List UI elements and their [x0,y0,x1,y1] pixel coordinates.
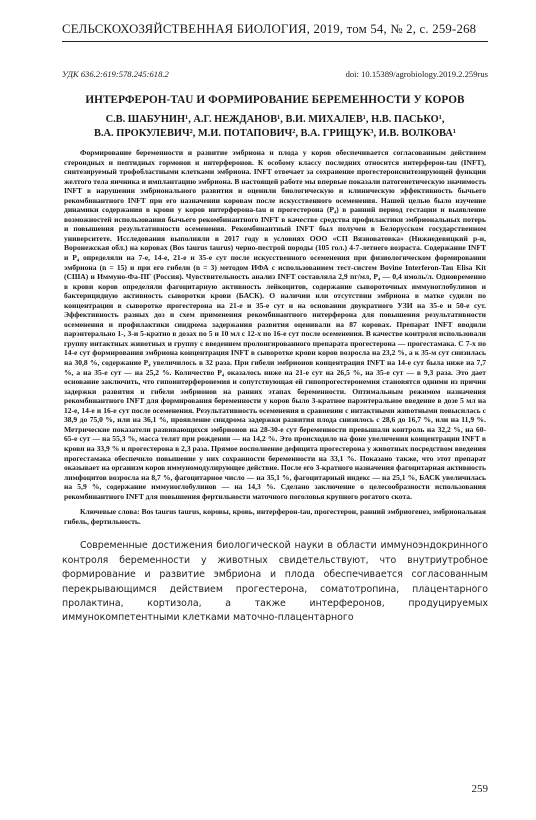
udk-code: УДК 636.2:619:578.245:618.2 [62,69,169,79]
page-number: 259 [471,783,488,795]
authors-line: С.В. ШАБУНИН¹, А.Г. НЕЖДАНОВ¹, В.И. МИХАЛЕВ¹, Н.В. ПАСЬКО¹, [105,114,445,125]
doi[interactable]: doi: 10.15389/agrobiology.2019.2.259rus [345,69,488,79]
keywords [64,507,486,526]
article-meta [62,69,488,81]
article-title: ИНТЕРФЕРОН-TAU И ФОРМИРОВАНИЕ БЕРЕМЕННОСТИ У КОРОВ [85,94,465,106]
running-head: СЕЛЬСКОХОЗЯЙСТВЕННАЯ БИОЛОГИЯ, 2019, том 54, № 2, с. 259-268 [62,22,488,42]
body-paragraph: Современные достижения биологической науки в области иммуноэндокринного контроля беременности у животных свидетельствуют, что внутриутробное формирование и развитие эмбриона и плода обеспечивается согласованным перекрывающимся действием прогестерона, соматотропина, плацентарного пролактина, кортизола, а также интерферонов, продуцируемых иммунокомпетентными клетками маточно-плацентарного [62,540,488,624]
author-list [62,113,488,141]
keywords-label: Ключевые слова: [80,507,140,517]
authors-line: В.А. ПРОКУЛЕВИЧ², М.И. ПОТАПОВИЧ², В.А. ГРИЩУК³, И.В. ВОЛКОВА¹ [94,128,456,139]
journal-page [62,22,488,795]
abstract: Формирование беременности и развитие эмбриона и плода у коров обеспечивается согласованным действием стероидных и пептидных гормонов и интерферонов. К особому классу последних относится интерферон-tau (INFT), синтезируемый трофобластными клетками эмбриона. INFT отвечает за сохранение прогестеронсинтезирующей функции желтого тела яичника и имплантацию эмбриона. В настоящей работе мы впервые показали патогенетическую значимость INFT в нарушении эмбрионального развития и оценили биологическую и клиническую эффективность бычьего рекомбинантного INFT при его назначении коровам после искусственного осеменения. Нашей целью было изучение динамики содержания в крови у коров интерферона-tau и прогестерона (P₄) в ранний период гестации и выявление возможностей использования бычьего рекомбинантного INFT в качестве средства профилактики эмбриональных потерь и повышения результативности осеменения. Рекомбинантный INFT был получен в Белорусском государственном университете. Исследования выполняли в 2017 году в условиях ООО «СП Вязноватовка» (Нижнедевицкий р-н, Воронежская обл.) на коровах (Bos taurus taurus) черно-пестрой породы (105 гол.) 4-7-летнего возраста. Содержание INFT и P₄ определяли на 7-е, 14-е, 21-е и 35-е сут после искусственного осеменения при физиологическом формировании эмбриона (n = 15) и при его гибели (n = 3) методом ИФА с использованием тест-систем Bovine Interferon-Tau Elisa Kit (США) и Иммуно-Фа-ПГ (Россия). Чувствительность анализ INFT составляла 2,9 пг/мл, P₄ — 0,4 нмоль/л. Одновременно в крови коров определяли фагоцитарную активность лейкоцитов, содержание сывороточных иммуноглобулинов и бактерицидную активность сыворотки крови (БАСК). О наличии или отсутствии эмбриона в матке судили по концентрации в сыворотке прогестерона на 21-е и 35-е сут и на основании двукратного УЗИ на 35-е и 50-е сут. Эффективность разных доз и схем применения рекомбинантного интерферона для повышения результативности осеменения и профилактики синдрома задержания развития оценивали на 87 коровах. Препарат INFT вводили парэнтерально 1-, 3-и 5-кратно в дозах по 5 и 10 мл с 12-х по 16-е сут после осеменения. В качестве контроля использовали группу интактных животных и группу с введением пролонгированного препарата прогестерона — прогестамака. С 7-х по 14-е сут формирования эмбриона концентрация INFT в сыворотке крови коров возросла на 23,2 %, а к 35-м сут снизилась на 30,8 %, содержание P₄ увеличилось в 32 раза. При гибели эмбрионов концентрация INFT на 14-е сут была ниже на 7,7 %, а на 35-е сут — на 25,2 %. Количество P₄ оказалось ниже на 21-е сут на 26,5 %, на 35-е сут — в 9,3 раза. Это дает основание заключить, что гипоинтерферонемия и сопутствующая ей гипопрогестеронемия становятся одними из причин задержки развития и гибели эмбрионов на ранних этапах беременности. Оптимальным режимом назначения рекомбинантного INFT для формирования беременности у коров было 3-кратное парэнтеральное введение в дозе 5 мл на 12-е, 14-е и 16-е сут после осеменения. Результативность осеменения в сравнении с интактными животными повысилась с 38,9 до 75,0 %, или на 36,1 %, проявление синдрома задержки развития плода снизилось с 28,6 до 16,7 %, или на 11,9 %. Метрические показатели развивающихся эмбрионов на 28-30-е сут беременности превышали контроль на 32,2 %, на 60-65-е сут — на 55,3 %, масса телят при рождении — на 14,2 %. Это происходило на фоне увеличения концентрации INFT в крови на 33,9 % и прогестерона в 2,3 раза. Прямое восполнение дефицита прогестерона у животных посредством введения прогестамака обеспечило повышение у них сохранности беременности на 33,1 %. Показано также, что этот препарат оказывает на организм коров иммуномодулирующее действие. После его 3-кратного назначения фагоцитарная активность лимфоцитов возросла на 8,7 %, фагоцитарное число — на 35,1 %, фагоцитарный индекс — на 25,1 %, БАСК увеличилась на 5,9 %, содержание иммуноглобулинов — на 14,3 %. Сделано заключение о целесообразности использования рекомбинантного INFT для повышения фертильности маточного поголовья крупного рогатого скота. [64,148,486,501]
keywords-text: Bos taurus taurus, коровы, кровь, интерферон-tau, прогестерон, ранний эмбриогенез, эмбриональная гибель, фертильность. [64,507,486,526]
